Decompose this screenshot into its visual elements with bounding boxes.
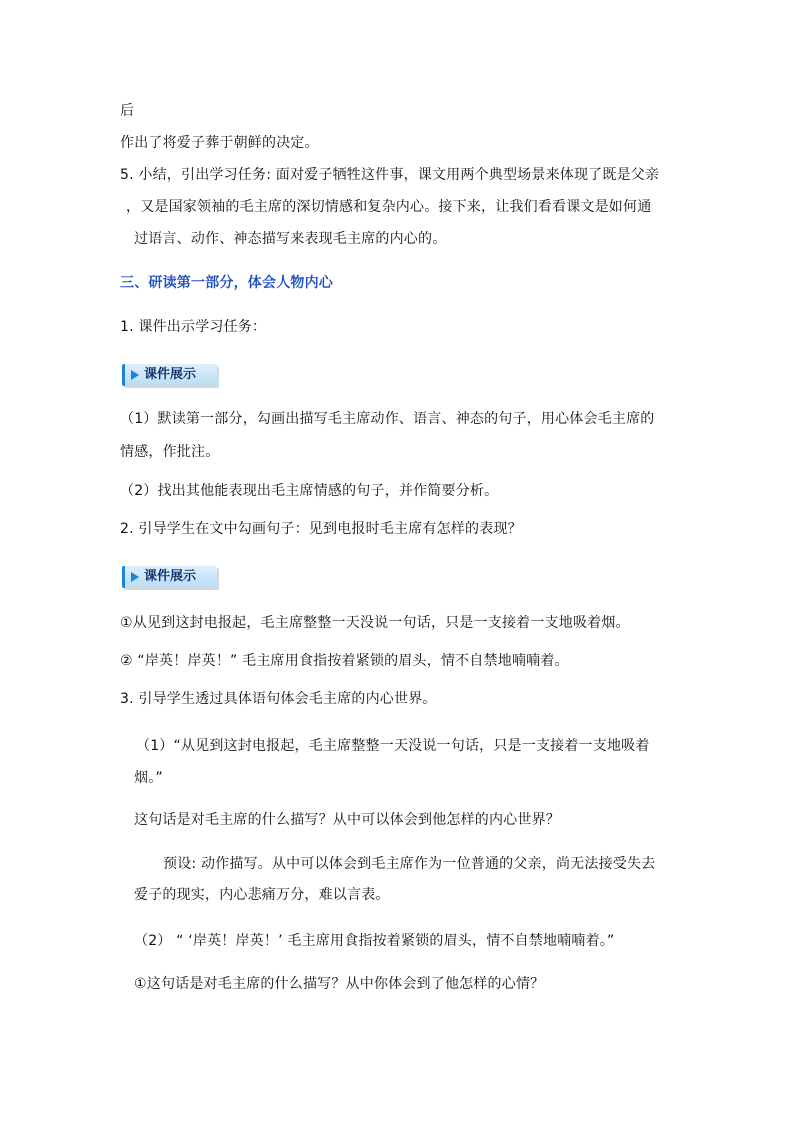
play-triangle-icon (131, 370, 139, 380)
text-line: ② “岸英！岸英！” 毛主席用食指按着紧锁的眉头，情不自禁地喃喃着。 (120, 653, 569, 669)
text-line: 作出了将爱子葬于朝鲜的决定。 (120, 135, 319, 151)
question-line: 这句话是对毛主席的什么描写？从中可以体会到他怎样的内心世界？ (134, 812, 560, 828)
badge-label: 课件展示 (144, 569, 197, 584)
text-line: （2） “ ‘岸英！岸英！’ 毛主席用食指按着紧锁的眉头，情不自禁地喃喃着。” (134, 933, 615, 949)
courseware-badge (122, 364, 217, 386)
text-line: 烟。” (134, 770, 163, 786)
badge-label: 课件展示 (144, 367, 197, 382)
task-item: 2. 引导学生在文中勾画句子：见到电报时毛主席有怎样的表现？ (120, 521, 522, 537)
text-line: （1）默读第一部分，勾画出描写毛主席动作、语言、神态的句子，用心体会毛主席的 (120, 411, 655, 427)
text-line: ①从见到这封电报起，毛主席整整一天没说一句话，只是一支接着一支地吸着烟。 (120, 615, 630, 631)
text-line: （2）找出其他能表现出毛主席情感的句子，并作简要分析。 (120, 483, 499, 499)
text-line: 过语言、动作、神态描写来表现毛主席的内心的。 (134, 231, 447, 247)
summary-item: 5. 小结，引出学习任务: 面对爱子牺牲这件事，课文用两个典型场景来体现了既是父亲 (120, 167, 660, 183)
play-triangle-icon (131, 572, 139, 582)
task-item: 3. 引导学生透过具体语句体会毛主席的内心世界。 (120, 691, 437, 707)
courseware-badge (122, 566, 217, 588)
text-line: 情感，作批注。 (120, 444, 220, 460)
question-line: ①这句话是对毛主席的什么描写？从中你体会到了他怎样的心情？ (134, 976, 545, 992)
text-line: （1）“从见到这封电报起，毛主席整整一天没说一句话，只是一支接着一支地吸着 (136, 738, 650, 754)
answer-line: 爱子的现实，内心悲痛万分，难以言表。 (134, 887, 390, 903)
section-heading: 三、研读第一部分，体会人物内心 (120, 275, 333, 291)
task-item: 1. 课件出示学习任务： (120, 319, 267, 335)
text-line: 后 (120, 103, 135, 119)
text-line: ，又是国家领袖的毛主席的深切情感和复杂内心。接下来，让我们看看课文是如何通 (126, 199, 652, 215)
answer-line: 预设: 动作描写。从中可以体会到毛主席作为一位普通的父亲，尚无法接受失去 (163, 856, 656, 872)
